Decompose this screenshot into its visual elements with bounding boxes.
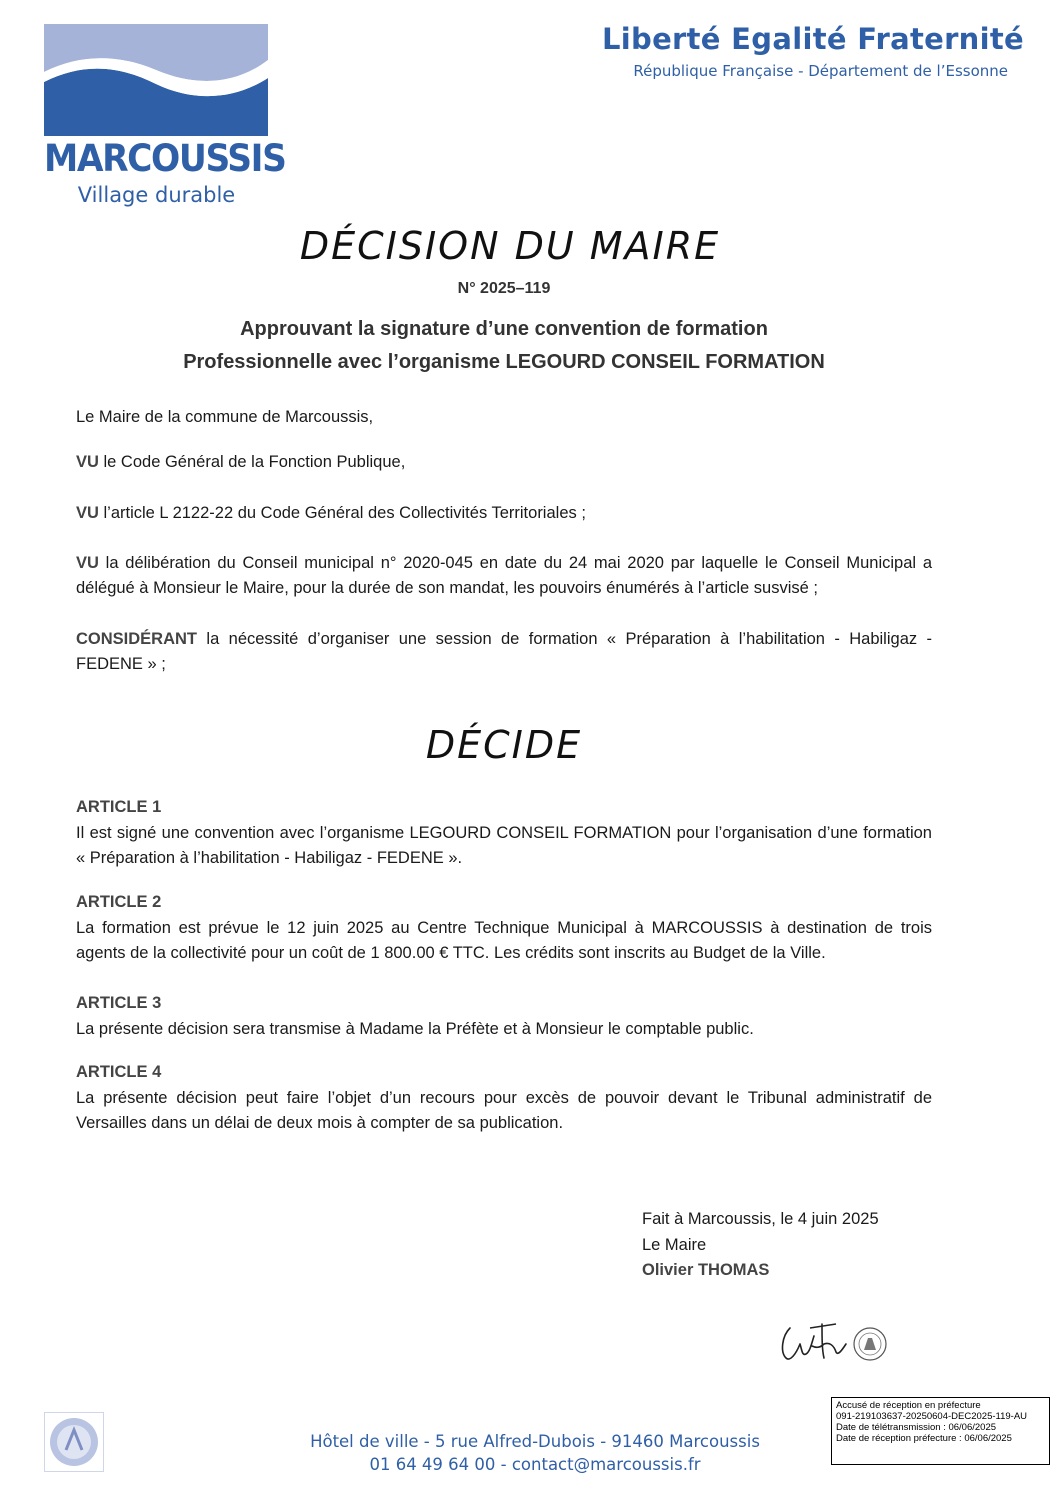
vu-text: le Code Général de la Fonction Publique, xyxy=(98,453,406,471)
article-4-heading: ARTICLE 4 xyxy=(76,1063,162,1081)
vu-text: la délibération du Conseil municipal n° 2020-045 en date du 24 mai 2020 par laquelle le Conseil Municipal a délégué à Monsieur le Maire, pour la durée de son mandat, les pouvoirs énumérés à l’article susvisé ; xyxy=(76,554,932,597)
considerant-text: la nécessité d’organiser une session de formation « Préparation à l’habilitation - Habiligaz - FEDENE » ; xyxy=(76,630,932,673)
logo-tagline: Village durable xyxy=(77,183,236,207)
preamble-considerant xyxy=(76,627,932,677)
preamble-vu-1 xyxy=(76,450,932,475)
article-1-heading: ARTICLE 1 xyxy=(76,798,162,816)
receipt-line-1: Accusé de réception en préfecture xyxy=(836,1400,981,1411)
republic-department: République Française - Département de l’Essonne xyxy=(633,62,1008,80)
vu-keyword: VU xyxy=(76,504,99,522)
footer-contact: 01 64 49 64 00 - contact@marcoussis.fr xyxy=(369,1455,701,1474)
considerant-keyword: CONSIDÉRANT xyxy=(76,630,198,648)
signature-place-date: Fait à Marcoussis, le 4 juin 2025 xyxy=(642,1210,879,1228)
handwritten-signature-and-stamp xyxy=(776,1314,890,1370)
decide-heading: DÉCIDE xyxy=(425,723,583,767)
marcoussis-logo xyxy=(44,24,286,208)
preamble-vu-2 xyxy=(76,501,932,526)
signature-role: Le Maire xyxy=(642,1236,707,1254)
article-3-text: La présente décision sera transmise à Madame la Préfète et à Monsieur le comptable public. xyxy=(76,1020,754,1038)
article-4-text: La présente décision peut faire l’objet d’un recours pour excès de pouvoir devant le Tribunal administratif de Versailles dans un délai de deux mois à compter de sa publication. xyxy=(76,1089,932,1132)
article-2-heading: ARTICLE 2 xyxy=(76,893,162,911)
vu-text: l’article L 2122-22 du Code Général des Collectivités Territoriales ; xyxy=(98,504,586,522)
article-1-text: Il est signé une convention avec l’organisme LEGOURD CONSEIL FORMATION pour l’organisation d’une formation « Préparation à l’habilitation - Habiligaz - FEDENE ». xyxy=(76,824,932,867)
receipt-line-3: Date de télétransmission : 06/06/2025 xyxy=(836,1422,997,1433)
vu-keyword: VU xyxy=(76,453,99,471)
preamble-intro: Le Maire de la commune de Marcoussis, xyxy=(76,408,374,426)
document-title: DÉCISION DU MAIRE xyxy=(299,224,721,268)
preamble-vu-3 xyxy=(76,551,932,601)
vu-keyword: VU xyxy=(76,554,99,572)
signature-name: Olivier THOMAS xyxy=(642,1261,770,1279)
decision-subject-line-1: Approuvant la signature d’une convention de formation xyxy=(240,318,768,340)
decision-number: N° 2025–119 xyxy=(457,280,551,297)
article-2-text: La formation est prévue le 12 juin 2025 au Centre Technique Municipal à MARCOUSSIS à destination de trois agents de la collectivité pour un coût de 1 800.00 € TTC. Les crédits sont inscrits au Budget de la Ville. xyxy=(76,919,932,962)
receipt-line-2: 091-219103637-20250604-DEC2025-119-AU xyxy=(836,1411,1028,1422)
article-3-heading: ARTICLE 3 xyxy=(76,994,162,1012)
logo-wave-graphic xyxy=(44,24,268,136)
decision-subject-line-2: Professionnelle avec l’organisme LEGOURD CONSEIL FORMATION xyxy=(183,351,825,373)
republic-motto: Liberté Egalité Fraternité xyxy=(602,22,1024,56)
footer-address: Hôtel de ville - 5 rue Alfred-Dubois - 91460 Marcoussis xyxy=(310,1432,760,1451)
logo-name: MARCOUSSIS xyxy=(44,137,286,180)
receipt-line-4: Date de réception préfecture : 06/06/2025 xyxy=(836,1433,1012,1444)
